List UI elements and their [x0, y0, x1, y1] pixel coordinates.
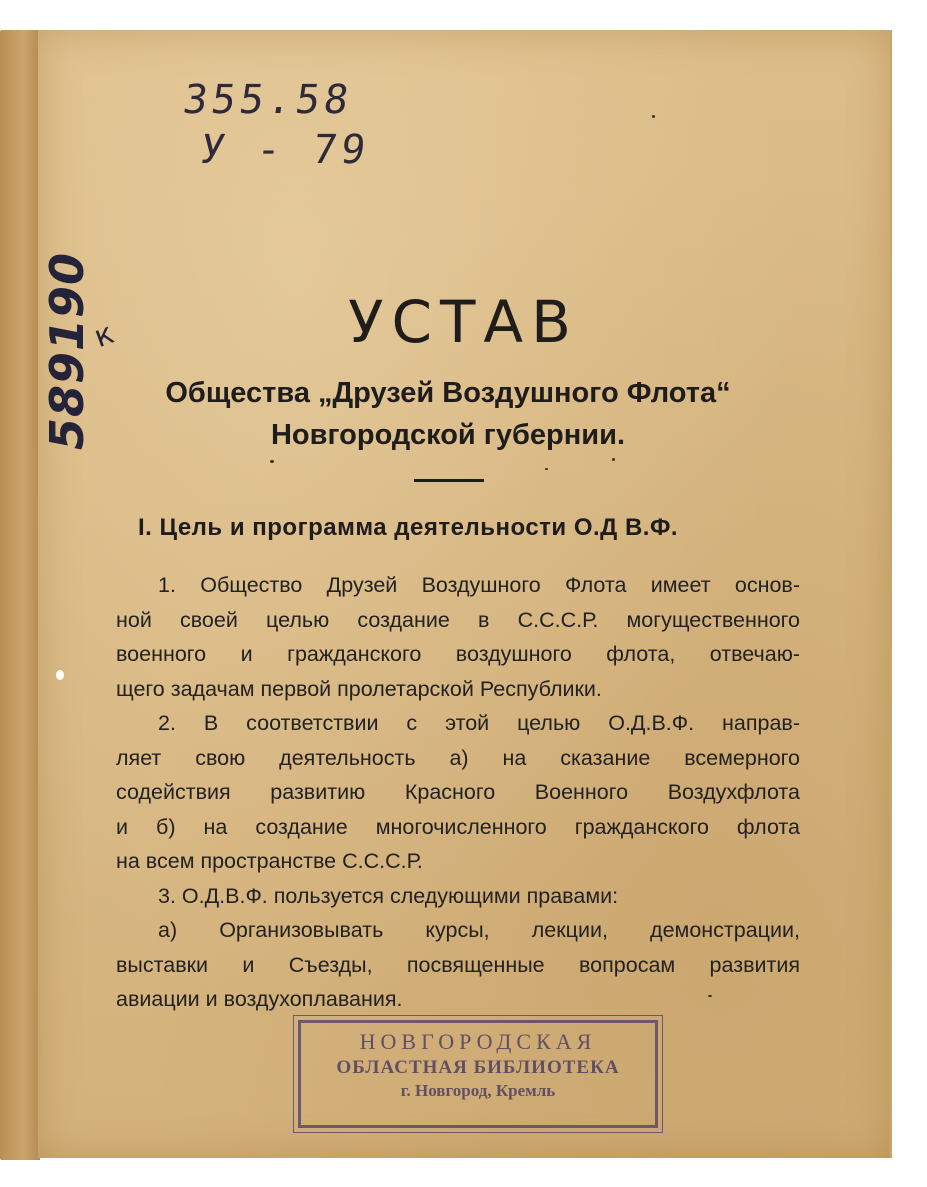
body-line: выставки и Съезды, посвященные вопросам развития — [116, 952, 800, 977]
body-line: щего задачам первой пролетарской Республики. — [116, 676, 602, 701]
shelfmark-author-code: У - 79 — [197, 127, 373, 173]
paper-fleck — [708, 995, 712, 997]
subtitle-line-2: Новгородской губернии. — [270, 419, 626, 451]
body-line: военного и гражданского воздушного флота, отвечаю- — [116, 642, 800, 666]
body-line: а) Организовывать курсы, лекции, демонстрации, — [158, 918, 800, 942]
inventory-mark: к — [89, 315, 119, 356]
library-stamp — [298, 1020, 658, 1128]
stamp-line-3: г. Новгород, Кремль — [400, 1081, 556, 1100]
paper-fleck — [652, 115, 655, 118]
document-subtitle — [0, 372, 896, 456]
stamp-line-1: НОВГОРОДСКАЯ — [359, 1029, 597, 1054]
body-line: 1. Общество Друзей Воздушного Флота имеет основ- — [158, 573, 800, 597]
handwritten-shelfmark — [173, 75, 380, 175]
paper-fleck — [270, 460, 274, 463]
body-line: ной своей целью создание в С.С.С.Р. могущественного — [116, 607, 800, 632]
section-heading: I. Цель и программа деятельности О.Д В.Ф. — [138, 514, 679, 541]
body-line: содействия развитию Красного Военного Воздухфлота — [116, 780, 800, 804]
subtitle-line-1: Общества „Друзей Воздушного Флота“ — [165, 377, 731, 409]
binding-hole — [56, 670, 64, 680]
book-spine-edge — [0, 30, 40, 1160]
handwritten-inventory-number: 589190 — [40, 251, 94, 450]
title-divider — [414, 479, 484, 482]
body-line: и б) на создание многочисленного гражданского флота — [116, 814, 800, 839]
paper-fleck — [612, 458, 615, 461]
body-line: 3. О.Д.В.Ф. пользуется следующими правами: — [158, 883, 619, 908]
body-line: авиации и воздухоплавания. — [116, 987, 403, 1011]
paper-fleck — [545, 468, 548, 470]
body-text — [116, 568, 800, 1017]
stamp-line-2: ОБЛАСТНАЯ БИБЛИОТЕКА — [336, 1057, 620, 1078]
document-title: УСТАВ — [348, 288, 579, 356]
body-line: 2. В соответствии с этой целью О.Д.В.Ф. направ- — [158, 711, 800, 735]
shelfmark-classification: 355.58 — [180, 77, 356, 123]
body-line: ляет свою деятельность а) на сказание всемерного — [116, 745, 800, 770]
body-line: на всем пространстве С.С.С.Р. — [116, 849, 423, 873]
